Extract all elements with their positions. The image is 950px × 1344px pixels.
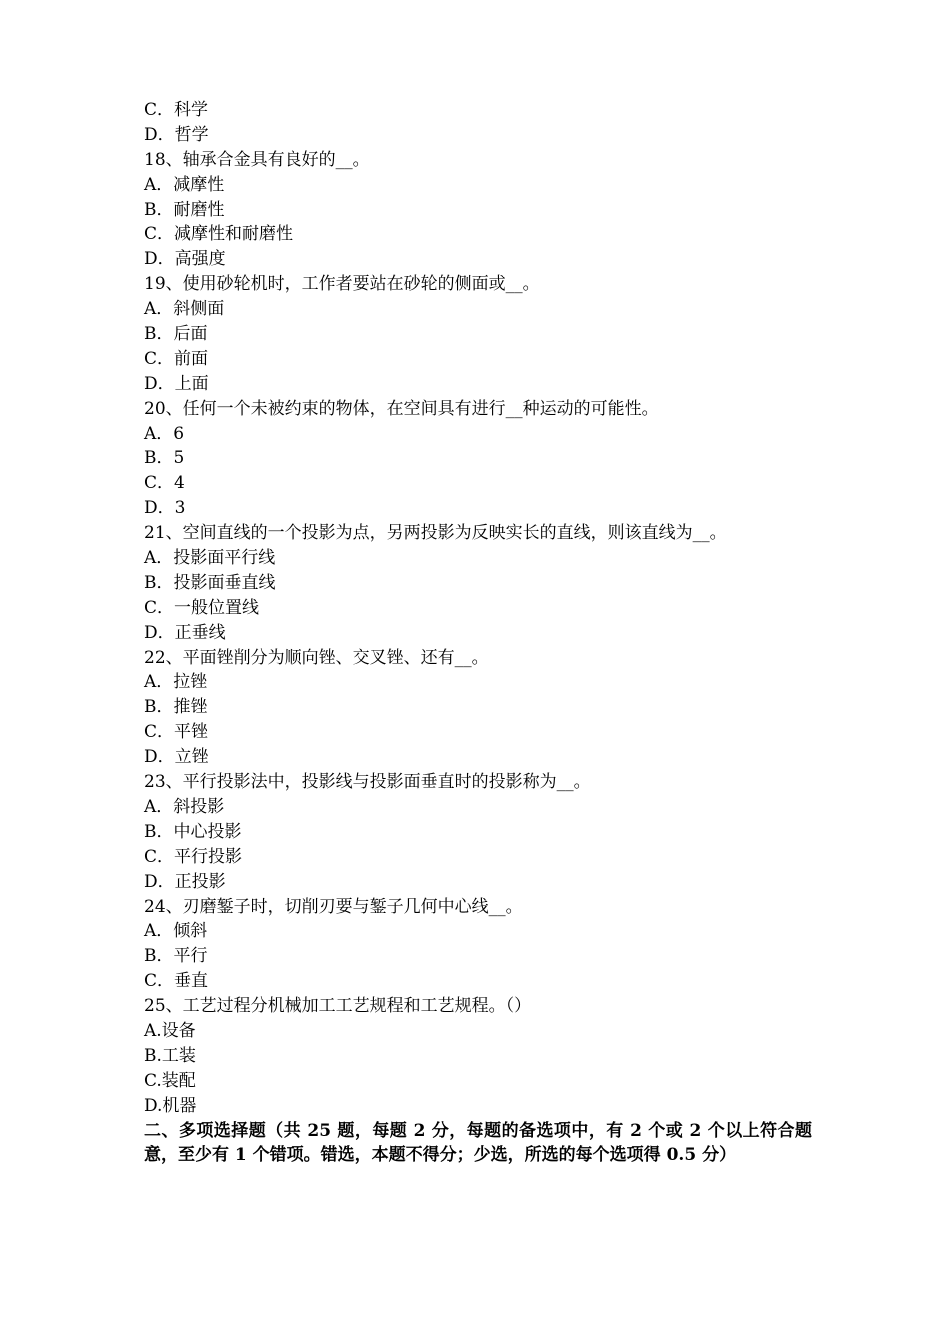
option-c-q19: C．前面 [144, 348, 209, 369]
option-b-q20: B．5 [144, 448, 185, 469]
option-a-q24: A．倾斜 [144, 921, 208, 942]
option-d-q20: D．3 [144, 498, 186, 519]
option-c-q20: C．4 [144, 473, 185, 494]
option-c-q22: C．平锉 [144, 722, 209, 743]
question-18: 18、轴承合金具有良好的__。 [144, 149, 370, 170]
option-a-q22: A．拉锉 [144, 672, 208, 693]
question-22: 22、平面锉削分为顺向锉、交叉锉、还有__。 [144, 647, 489, 668]
option-d-q23: D．正投影 [144, 871, 226, 892]
question-19: 19、使用砂轮机时，工作者要站在砂轮的侧面或__。 [144, 274, 540, 295]
option-c-q24: C．垂直 [144, 971, 209, 992]
option-d-q17: D．哲学 [144, 124, 209, 145]
question-21: 21、空间直线的一个投影为点，另两投影为反映实长的直线，则该直线为__。 [144, 523, 727, 544]
section-heading-multiple-choice: 二、多项选择题（共 25 题，每题 2 分，每题的备选项中，有 2 个或 2 个以上符合题意，至少有 1 个错项。错选，本题不得分；少选，所选的每个选项得 0.5 分） [144, 1120, 812, 1166]
option-a-q19: A．斜侧面 [144, 299, 225, 320]
option-a-q25: A.设备 [144, 1020, 196, 1041]
option-a-q21: A．投影面平行线 [144, 548, 276, 569]
option-b-q25: B.工装 [144, 1045, 196, 1066]
option-d-q22: D．立锉 [144, 747, 209, 768]
question-20: 20、任何一个未被约束的物体，在空间具有进行__种运动的可能性。 [144, 398, 659, 419]
question-24: 24、刃磨錾子时，切削刃要与錾子几何中心线__。 [144, 896, 523, 917]
option-b-q24: B．平行 [144, 946, 208, 967]
option-b-q19: B．后面 [144, 324, 208, 345]
question-25: 25、工艺过程分机械加工工艺规程和工艺规程。（） [144, 996, 532, 1017]
question-23: 23、平行投影法中，投影线与投影面垂直时的投影称为__。 [144, 772, 591, 793]
option-d-q25: D.机器 [144, 1095, 197, 1116]
option-b-q21: B．投影面垂直线 [144, 572, 276, 593]
option-d-q19: D．上面 [144, 373, 209, 394]
option-b-q23: B．中心投影 [144, 821, 242, 842]
option-c-q18: C．减摩性和耐磨性 [144, 224, 294, 245]
option-d-q18: D．高强度 [144, 249, 226, 270]
option-a-q18: A．减摩性 [144, 174, 225, 195]
option-c-q23: C．平行投影 [144, 846, 243, 867]
option-a-q20: A．6 [144, 423, 185, 444]
option-b-q22: B．推锉 [144, 697, 208, 718]
option-b-q18: B．耐磨性 [144, 199, 225, 220]
document-page [144, 98, 814, 1168]
option-c-q21: C．一般位置线 [144, 597, 260, 618]
option-d-q21: D．正垂线 [144, 622, 226, 643]
option-a-q23: A．斜投影 [144, 796, 225, 817]
option-c-q17: C．科学 [144, 100, 209, 120]
option-c-q25: C.装配 [144, 1070, 196, 1091]
